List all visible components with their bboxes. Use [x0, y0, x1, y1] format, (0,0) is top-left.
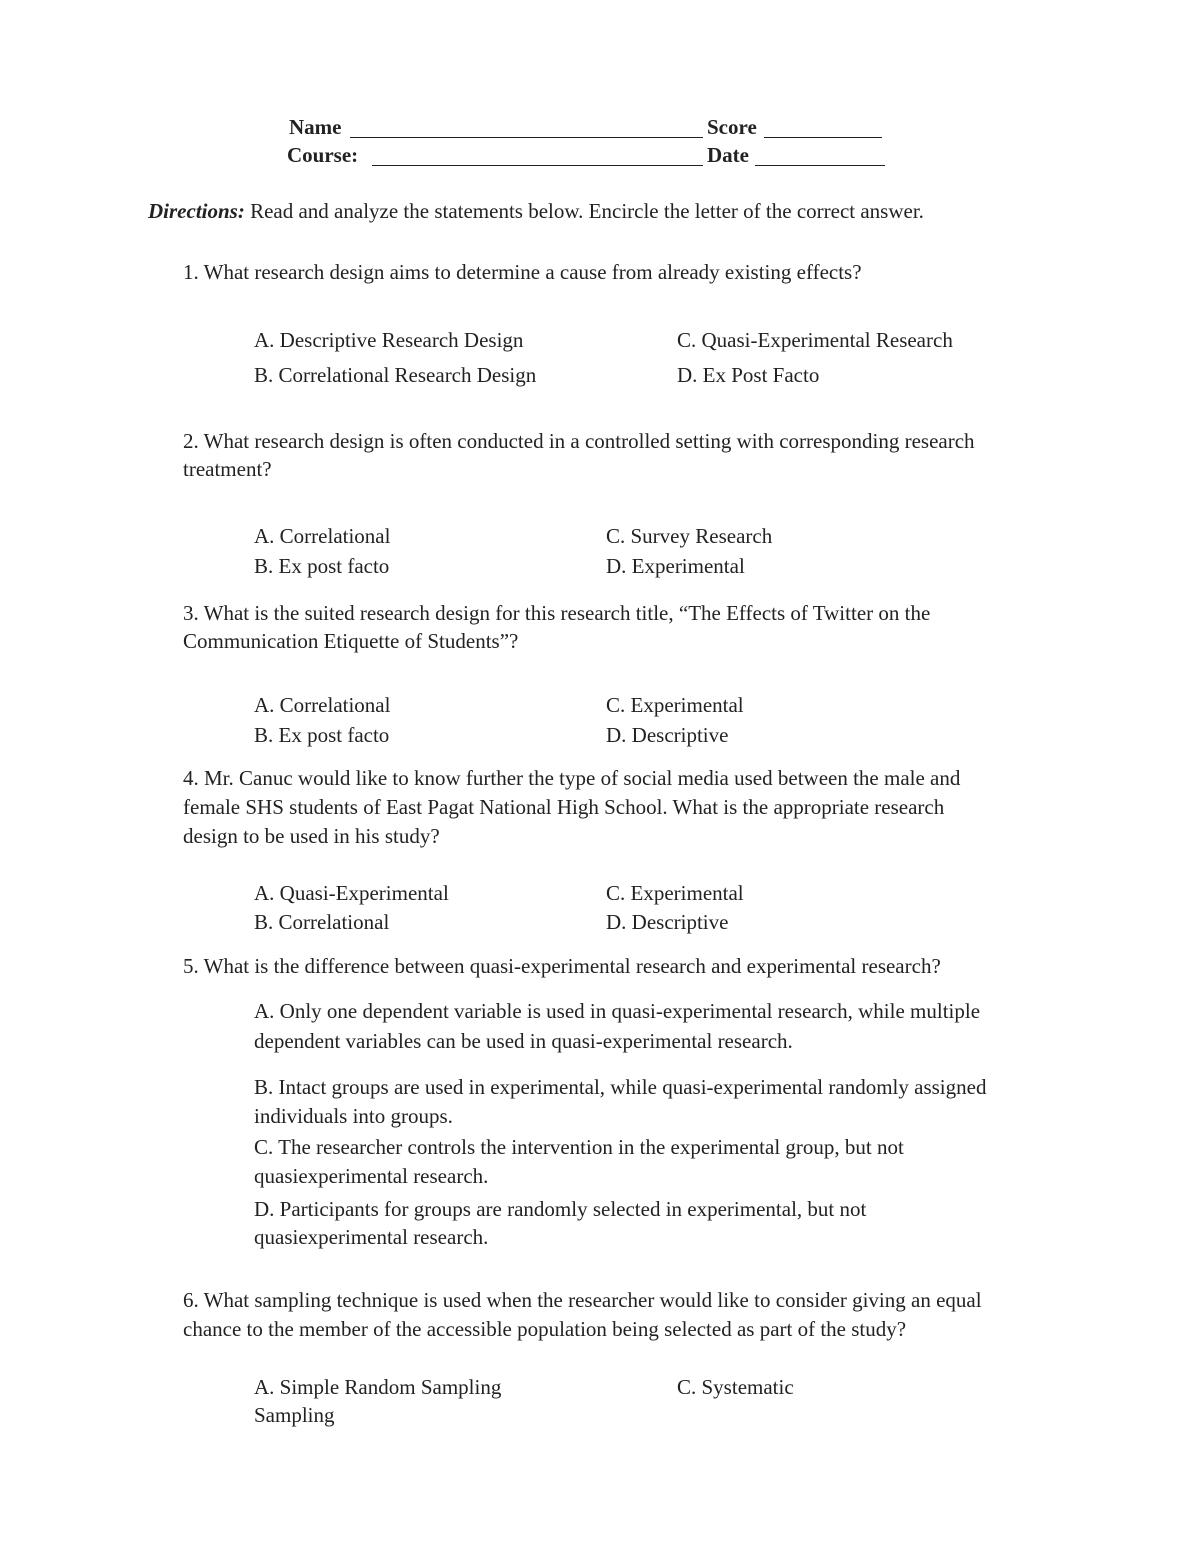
q4-option-c[interactable]: C. Experimental [606, 881, 744, 905]
course-blank-line[interactable] [372, 165, 703, 166]
q1-option-d[interactable]: D. Ex Post Facto [677, 363, 820, 387]
q5-option-d-line-1[interactable]: D. Participants for groups are randomly selected in experimental, but not [254, 1197, 867, 1221]
question-4-text-line-2: female SHS students of East Pagat National High School. What is the appropriate research [183, 795, 945, 819]
q6-option-wrap: Sampling [254, 1403, 335, 1427]
question-5-text: 5. What is the difference between quasi-experimental research and experimental research? [183, 954, 941, 978]
q3-option-d[interactable]: D. Descriptive [606, 723, 729, 747]
q2-option-d[interactable]: D. Experimental [606, 554, 745, 578]
q3-option-b[interactable]: B. Ex post facto [254, 723, 390, 747]
q3-option-a[interactable]: A. Correlational [254, 693, 391, 717]
q2-option-c[interactable]: C. Survey Research [606, 524, 773, 548]
name-blank-line[interactable] [350, 137, 703, 138]
question-1-text: 1. What research design aims to determine a cause from already existing effects? [183, 260, 862, 284]
name-label: Name [289, 115, 342, 139]
directions-text: Read and analyze the statements below. Encircle the letter of the correct answer. [244, 199, 924, 223]
q1-option-b[interactable]: B. Correlational Research Design [254, 363, 537, 387]
question-3-text-line-1: 3. What is the suited research design for this research title, “The Effects of Twitter on the [183, 601, 931, 625]
question-6-text-line-2: chance to the member of the accessible population being selected as part of the study? [183, 1317, 907, 1341]
question-6-text-line-1: 6. What sampling technique is used when the researcher would like to consider giving an equal [183, 1288, 982, 1312]
directions-label: Directions: [148, 199, 245, 223]
q6-option-c[interactable]: C. Systematic [677, 1375, 794, 1399]
q3-option-c[interactable]: C. Experimental [606, 693, 744, 717]
q1-option-a[interactable]: A. Descriptive Research Design [254, 328, 524, 352]
q1-option-c[interactable]: C. Quasi-Experimental Research [677, 328, 953, 352]
date-blank-line[interactable] [755, 165, 885, 166]
q2-option-a[interactable]: A. Correlational [254, 524, 391, 548]
q4-option-d[interactable]: D. Descriptive [606, 910, 729, 934]
question-2-text-line-1: 2. What research design is often conducted in a controlled setting with corresponding research [183, 429, 975, 453]
directions [148, 201, 924, 222]
question-4-text-line-1: 4. Mr. Canuc would like to know further the type of social media used between the male and [183, 766, 961, 790]
date-label: Date [707, 143, 749, 167]
q4-option-a[interactable]: A. Quasi-Experimental [254, 881, 449, 905]
q5-option-b-line-2[interactable]: individuals into groups. [254, 1104, 453, 1128]
score-label: Score [707, 115, 757, 139]
question-3-text-line-2: Communication Etiquette of Students”? [183, 629, 519, 653]
q4-option-b[interactable]: B. Correlational [254, 910, 390, 934]
score-blank-line[interactable] [764, 137, 882, 138]
question-2-text-line-2: treatment? [183, 457, 272, 481]
q5-option-b-line-1[interactable]: B. Intact groups are used in experimental, while quasi-experimental randomly assigned [254, 1075, 987, 1099]
q5-option-c-line-2[interactable]: quasiexperimental research. [254, 1164, 489, 1188]
q2-option-b[interactable]: B. Ex post facto [254, 554, 390, 578]
course-label: Course: [287, 143, 359, 167]
q5-option-a-line-2[interactable]: dependent variables can be used in quasi-experimental research. [254, 1029, 793, 1053]
q5-option-a-line-1[interactable]: A. Only one dependent variable is used in quasi-experimental research, while multiple [254, 999, 981, 1023]
q6-option-a[interactable]: A. Simple Random Sampling [254, 1375, 502, 1399]
question-4-text-line-3: design to be used in his study? [183, 824, 440, 848]
q5-option-c-line-1[interactable]: C. The researcher controls the intervention in the experimental group, but not [254, 1135, 904, 1159]
q5-option-d-line-2[interactable]: quasiexperimental research. [254, 1225, 489, 1249]
